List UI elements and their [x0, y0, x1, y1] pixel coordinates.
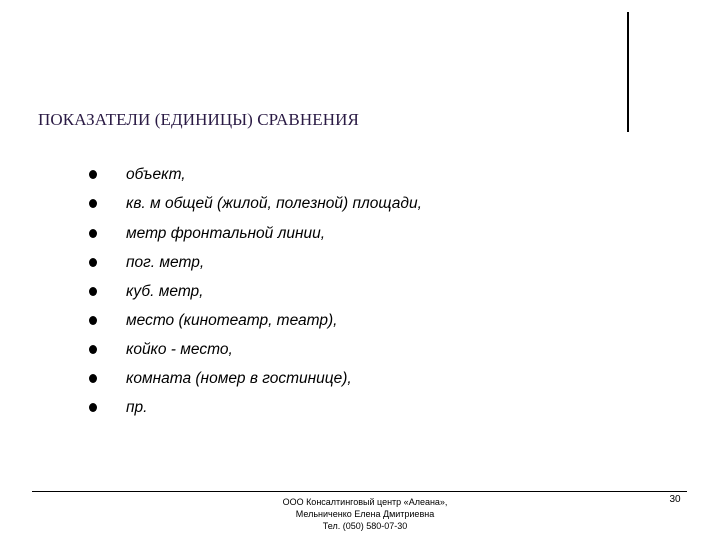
vertical-divider-line [627, 12, 629, 132]
bullet-text: пр. [126, 399, 148, 416]
bullet-text: место (кинотеатр, театр), [126, 312, 338, 329]
footer-company: ООО Консалтинговый центр «Алеана», [282, 497, 448, 507]
bullet-dot-icon [89, 403, 97, 412]
bullet-text: метр фронтальной линии, [126, 225, 326, 242]
bullet-dot-icon [89, 199, 97, 208]
bullet-dot-icon [89, 374, 97, 383]
bullet-text: куб. метр, [126, 283, 204, 300]
bullet-text: пог. метр, [126, 254, 205, 271]
footer-author: Мельниченко Елена Дмитриевна [295, 509, 435, 519]
slide-title: ПОКАЗАТЕЛИ (ЕДИНИЦЫ) СРАВНЕНИЯ [38, 110, 359, 129]
bullet-text: койко - место, [126, 341, 233, 358]
bullet-dot-icon [89, 316, 97, 325]
bullet-dot-icon [89, 345, 97, 354]
bullet-dot-icon [89, 229, 97, 238]
bullet-dot-icon [89, 258, 97, 267]
bullet-text: комната (номер в гостинице), [126, 370, 352, 387]
footer-divider-line [32, 491, 687, 492]
bullet-dot-icon [89, 287, 97, 296]
bullet-text: кв. м общей (жилой, полезной) площади, [126, 195, 422, 212]
page-number: 30 [669, 494, 681, 505]
footer-phone: Тел. (050) 580-07-30 [322, 521, 408, 531]
bullet-text: объект, [126, 166, 186, 183]
footer-contact-info [240, 496, 490, 532]
bullet-dot-icon [89, 170, 97, 179]
